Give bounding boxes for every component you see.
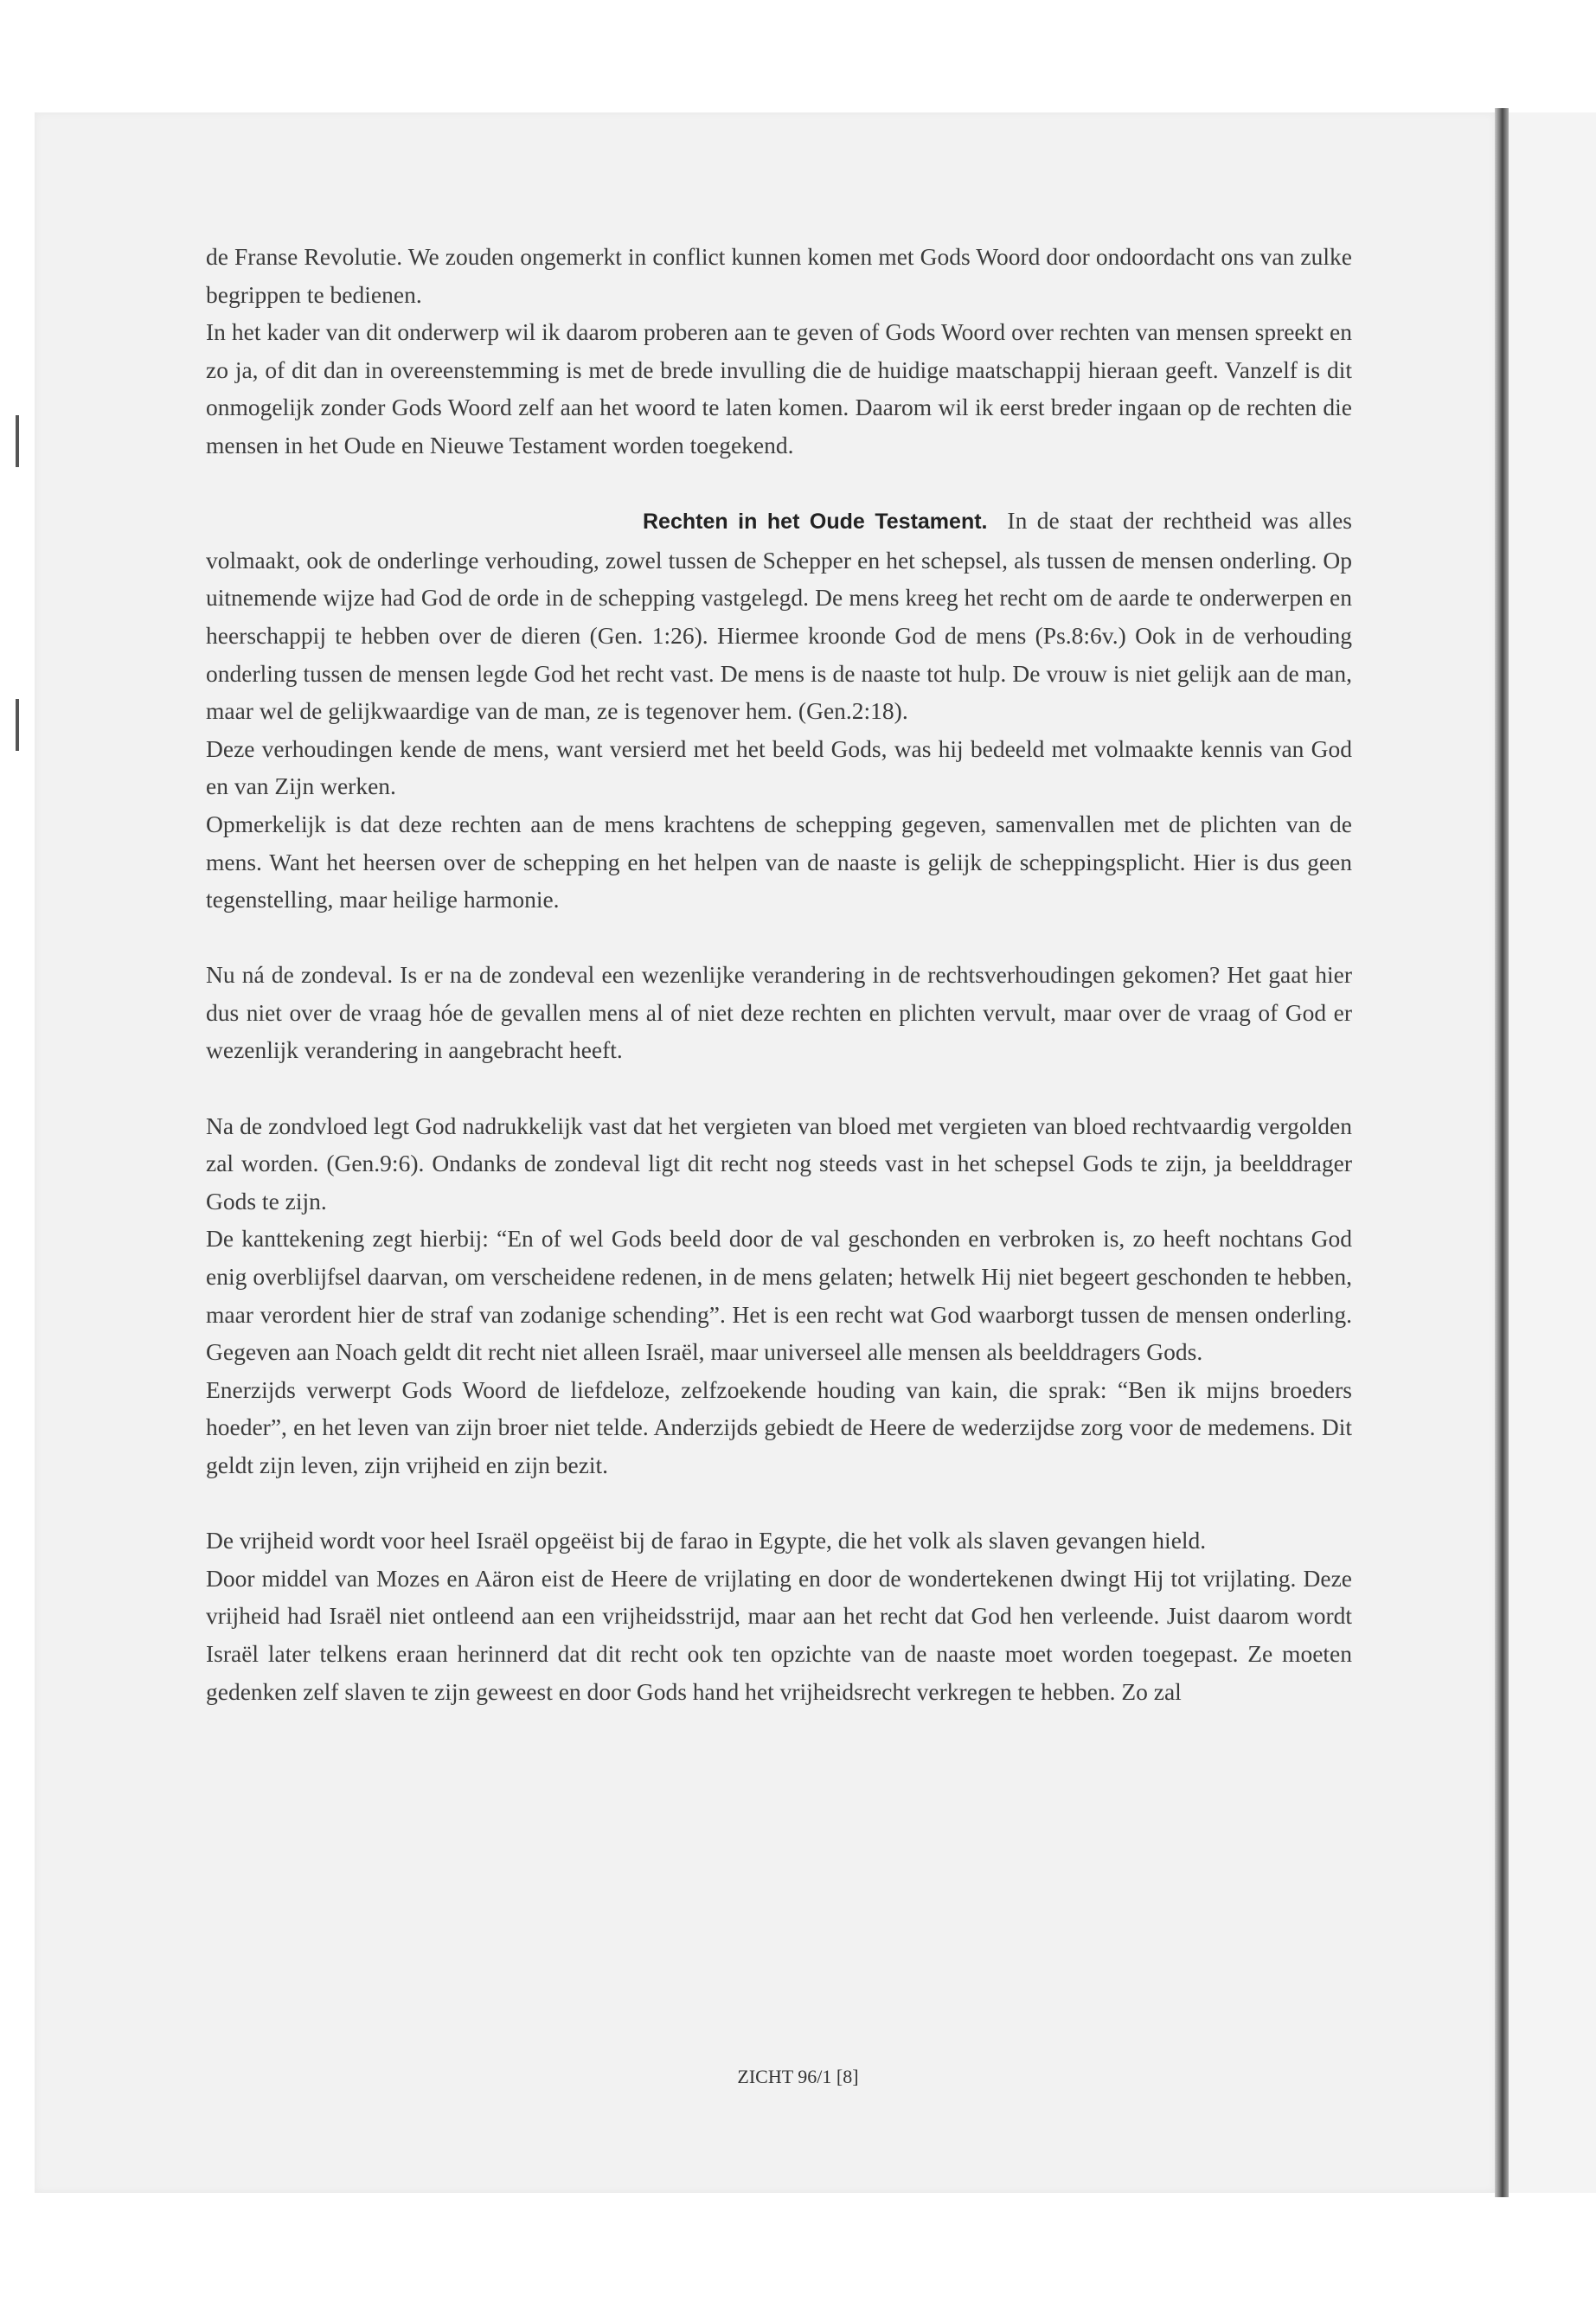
paragraph-text: In de staat der rechtheid was alles volmaakt, ook de onderlinge verhouding, zowel tussen de Schepper en het schepsel, als tussen de mensen onderling. Op uitnemende wijze had God de orde in de schepping vastgelegd. De mens kreeg het recht om de aarde te onderwerpen en heerschappij te hebben over de dieren (Gen. 1:26). Hiermee kroonde God de mens (Ps.8:6v.) Ook in de verhouding onderling tussen de mensen legde God het recht vast. De mens is de naaste tot hulp. De vrouw is niet gelijk aan de man, maar wel de gelijkwaardige van de man, ze is tegenover hem. (Gen.2:18). [206, 507, 1353, 725]
page-footer: ZICHT 96/1 [8] [737, 2066, 859, 2087]
paragraph: de Franse Revolutie. We zouden ongemerkt in conflict kunnen komen met Gods Woord door ondoordacht ons van zulke begrippen te bedienen. [206, 243, 1352, 308]
paragraph: Enerzijds verwerpt Gods Woord de liefdeloze, zelfzoekende houding van kain, die sprak: “Ben ik mijns broeders hoeder”, en het leven van zijn broer niet telde. Anderzijds gebiedt de Heere de wederzijdse zorg voor de medemens. Dit geldt zijn leven, zijn vrijheid en zijn bezit. [206, 1375, 1352, 1478]
section-heading: Rechten in het Oude Testament. [643, 510, 988, 535]
section-paragraph [206, 502, 1352, 730]
paragraph: Opmerkelijk is dat deze rechten aan de mens krachtens de schepping gegeven, samenvallen met de plichten van de mens. Want het heersen over de schepping en het helpen van de naaste is gelijk de scheppingsplicht. Hier is dus geen tegenstelling, maar heilige harmonie. [206, 810, 1352, 913]
paragraph: De vrijheid wordt voor heel Israël opgeëist bij de farao in Egypte, die het volk als slaven gevangen hield. [206, 1527, 1207, 1554]
paragraph: Na de zondvloed legt God nadrukkelijk vast dat het vergieten van bloed met vergieten van bloed rechtvaardig vergolden zal worden. (Gen.9:6). Ondanks de zondeval ligt dit recht nog steeds vast in het schepsel Gods te zijn, ja beelddrager Gods te zijn. [206, 1112, 1352, 1215]
page-binding-edge [1495, 108, 1509, 2197]
scan-edge-mark [16, 415, 19, 467]
paragraph: In het kader van dit onderwerp wil ik daarom proberen aan te geven of Gods Woord over rechten van mensen spreekt en zo ja, of dit dan in overeenstemming is met de brede invulling die de huidige maatschappij hieraan geeft. Vanzelf is dit onmogelijk zonder Gods Woord zelf aan het woord te laten komen. Daarom wil ik eerst breder ingaan op de rechten die mensen in het Oude en Nieuwe Testament worden toegekend. [206, 318, 1352, 458]
article-body [206, 238, 1352, 1710]
paragraph: Deze verhoudingen kende de mens, want versierd met het beeld Gods, was hij bedeeld met volmaakte kennis van God en van Zijn werken. [206, 734, 1352, 800]
paragraph: De kanttekening zegt hierbij: “En of wel Gods beeld door de val geschonden en verbroken is, zo heeft nochtans God enig overblijfsel daarvan, om verscheidene redenen, in de mens gelaten; hetwelk Hij niet begeert geschonden te hebben, maar verordent hier de straf van zodanige schending”. Het is een recht wat God waarborgt tussen de mensen onderling. Gegeven aan Noach geldt dit recht niet alleen Israël, maar universeel alle mensen als beelddragers Gods. [206, 1225, 1352, 1366]
adjacent-page [1509, 112, 1596, 2193]
scan-edge-mark [16, 699, 19, 751]
paragraph: Door middel van Mozes en Aäron eist de Heere de vrijlating en door de wondertekenen dwingt Hij tot vrijlating. Deze vrijheid had Israël niet ontleend aan een vrijheidsstrijd, maar aan het recht dat God hen verleende. Juist daarom wordt Israël later telkens eraan herinnerd dat dit recht ook ten opzichte van de naaste moet worden toegepast. Ze moeten gedenken zelf slaven te zijn geweest en door Gods hand het vrijheidsrecht verkregen te hebben. Zo zal [206, 1564, 1352, 1705]
paragraph: Nu ná de zondeval. Is er na de zondeval een wezenlijke verandering in de rechtsverhoudingen gekomen? Het gaat hier dus niet over de vraag hóe de gevallen mens al of niet deze rechten en plichten vervult, maar over de vraag of God er wezenlijk verandering in aangebracht heeft. [206, 961, 1352, 1064]
